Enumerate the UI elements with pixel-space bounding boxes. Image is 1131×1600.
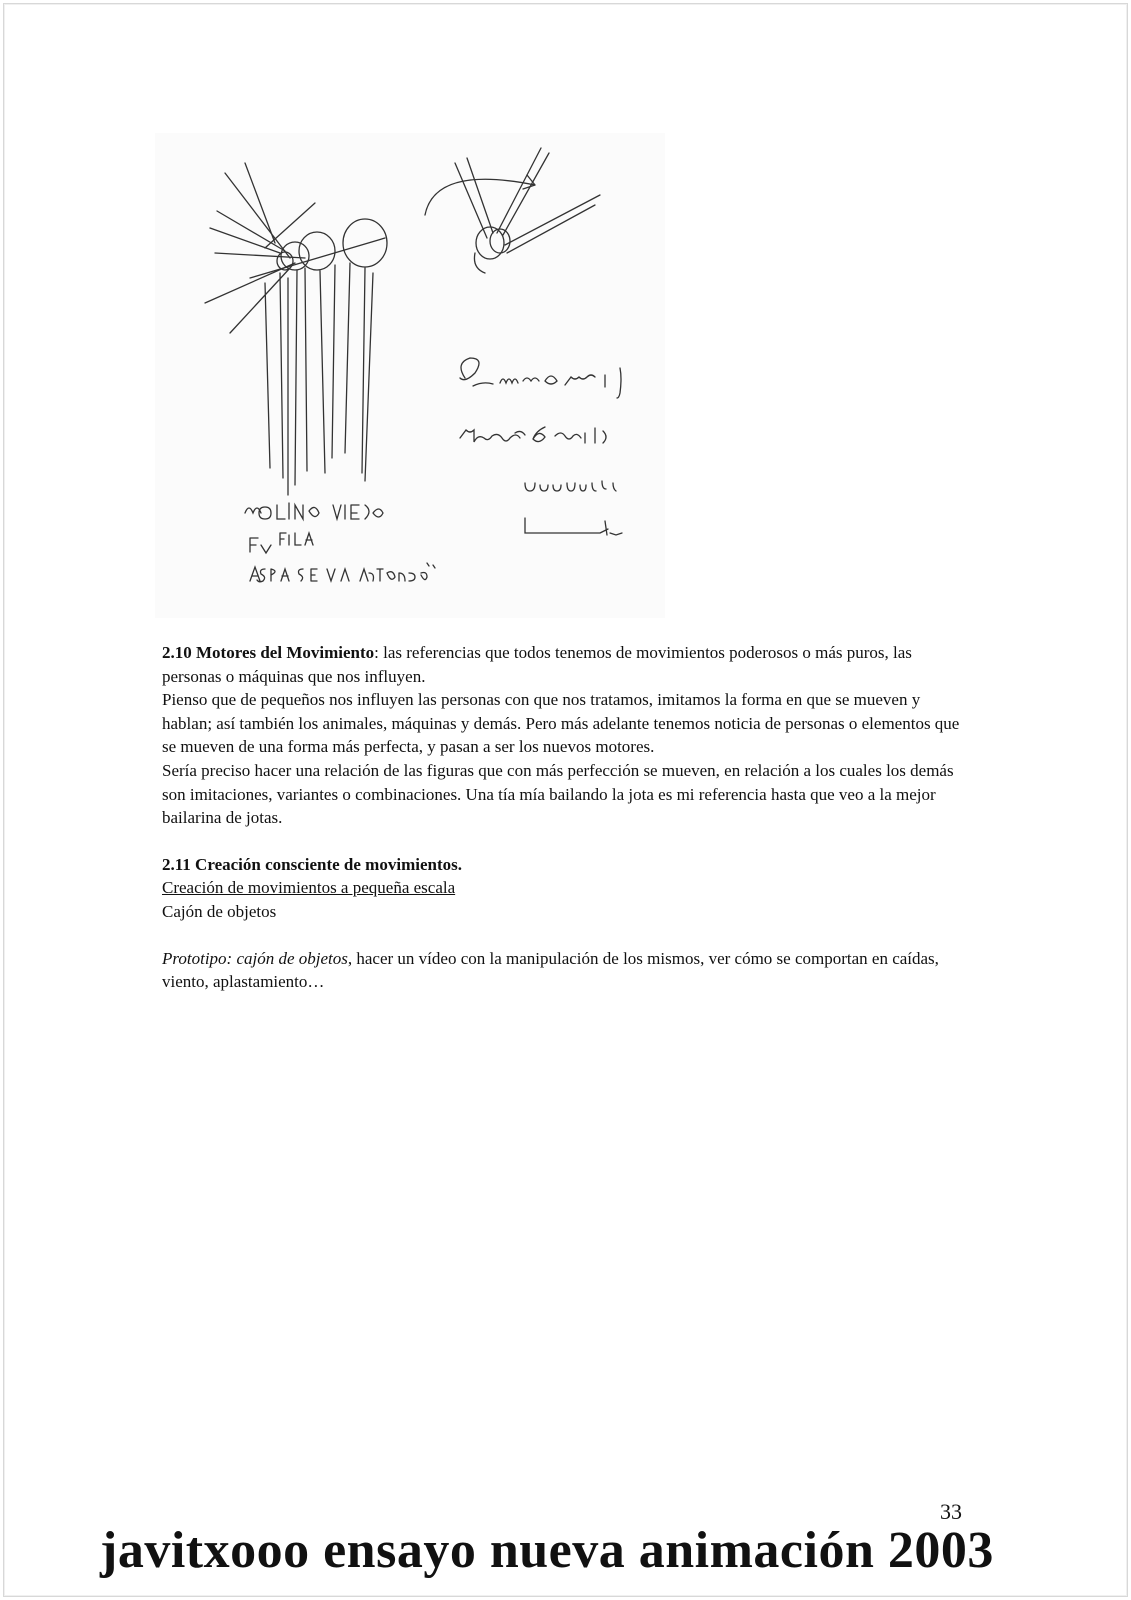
- windmill-sketch-icon: [155, 133, 665, 618]
- prototype-text: , hacer un vídeo con la manipulación de los mismos, ver cómo se comportan en caídas, viento, aplastamiento…: [162, 948, 939, 992]
- section-2-11-item: Cajón de objetos: [162, 901, 277, 921]
- section-2-11-heading: 2.11 Creación consciente de movimientos.: [162, 854, 462, 874]
- footer-title: javitxooo ensayo nueva animación 2003: [100, 1522, 994, 1579]
- section-2-10-paragraph-intro: [162, 641, 972, 688]
- page-number: 33: [940, 1499, 962, 1524]
- section-2-10-intro: : las referencias que todos tenemos de movimientos poderosos o más puros, las personas o máquinas que nos influyen.: [162, 643, 912, 686]
- section-2-11-prototype: [162, 947, 972, 994]
- section-2-10-paragraph-1: Pienso que de pequeños nos influyen las personas con que nos tratamos, imitamos la forma en que se mueven y hablan; así también los animales, máquinas y demás. Pero más adelante tenemos noticia de personas o elementos que se mueven de una forma más perfecta, y pasan a ser los nuevos motores.: [162, 690, 960, 757]
- section-2-10-paragraph-2: Sería preciso hacer una relación de las figuras que con más perfección se mueven, en relación a los cuales los demás son imitaciones, variantes o combinaciones. Una tía mía bailando la jota es mi referencia hasta que veo a la mejor bailarina de jotas.: [162, 760, 954, 828]
- section-2-10-heading: 2.10 Motores del Movimiento: [162, 643, 375, 662]
- sketch-image: [155, 133, 665, 618]
- prototype-label: Prototipo: cajón de objetos: [162, 948, 348, 968]
- body-text: [162, 641, 972, 994]
- section-2-11-subtitle: Creación de movimientos a pequeña escala: [162, 878, 456, 898]
